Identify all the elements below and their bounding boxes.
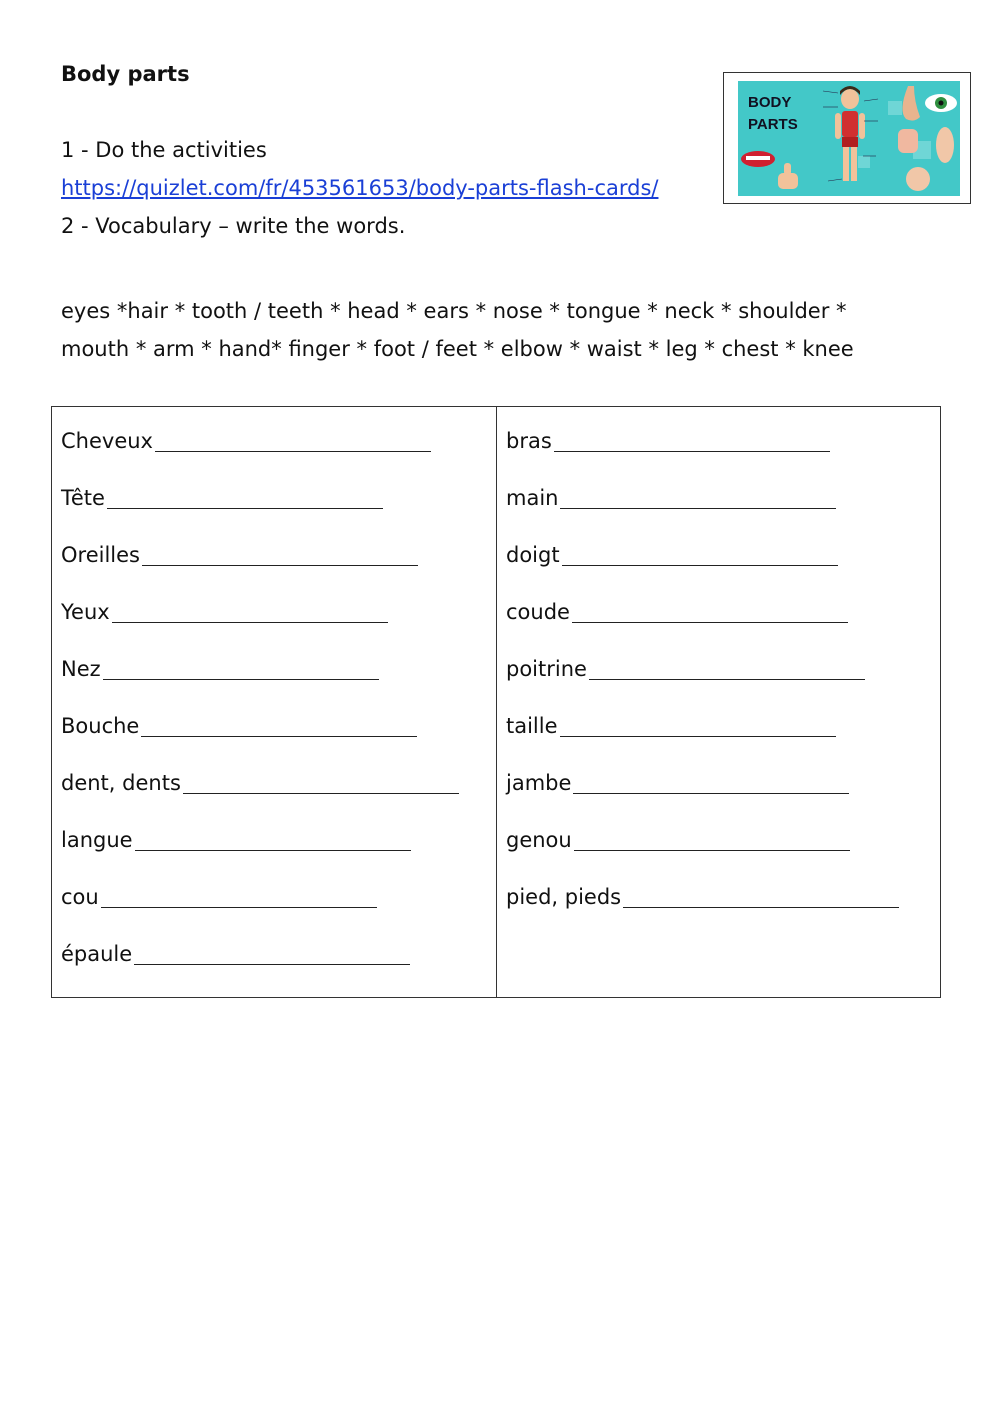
- vocab-entry: [61, 942, 459, 999]
- french-word: Tête: [61, 486, 105, 510]
- french-word: poitrine: [506, 657, 587, 681]
- answer-line[interactable]: [142, 543, 418, 566]
- french-word: taille: [506, 714, 558, 738]
- vocab-entry: [506, 429, 899, 486]
- french-word: coude: [506, 600, 570, 624]
- answer-line[interactable]: [107, 486, 383, 509]
- page-title: Body parts: [61, 62, 190, 86]
- french-word: genou: [506, 828, 572, 852]
- answer-line[interactable]: [554, 429, 830, 452]
- french-word: langue: [61, 828, 133, 852]
- vocab-entry: [506, 600, 899, 657]
- answer-line[interactable]: [101, 885, 377, 908]
- vocab-entry: [61, 600, 459, 657]
- french-words-right: [506, 429, 899, 942]
- french-word: Oreilles: [61, 543, 140, 567]
- vocab-entry: [506, 828, 899, 885]
- french-words-left: [61, 429, 459, 999]
- vocabulary-table: [51, 406, 941, 998]
- french-word: bras: [506, 429, 552, 453]
- column-divider: [496, 407, 497, 997]
- answer-line[interactable]: [135, 828, 411, 851]
- answer-line[interactable]: [574, 828, 850, 851]
- french-word: Nez: [61, 657, 101, 681]
- answer-line[interactable]: [572, 600, 848, 623]
- answer-line[interactable]: [589, 657, 865, 680]
- instruction-step-1: 1 - Do the activities: [61, 138, 267, 162]
- vocab-entry: [61, 828, 459, 885]
- vocab-entry: [61, 771, 459, 828]
- vocab-entry: [61, 657, 459, 714]
- french-word: dent, dents: [61, 771, 181, 795]
- answer-line[interactable]: [623, 885, 899, 908]
- vocab-entry: [61, 885, 459, 942]
- vocab-entry: [506, 885, 899, 942]
- word-bank: [61, 292, 854, 368]
- quizlet-link[interactable]: https://quizlet.com/fr/453561653/body-parts-flash-cards/: [61, 176, 659, 200]
- body-parts-picture: [723, 72, 971, 204]
- answer-line[interactable]: [183, 771, 459, 794]
- vocab-entry: [506, 486, 899, 543]
- french-word: cou: [61, 885, 99, 909]
- answer-line[interactable]: [112, 600, 388, 623]
- answer-line[interactable]: [141, 714, 417, 737]
- answer-line[interactable]: [103, 657, 379, 680]
- vocab-entry: [506, 657, 899, 714]
- word-bank-line: mouth * arm * hand* finger * foot / feet * elbow * waist * leg * chest * knee: [61, 337, 854, 361]
- vocab-entry: [61, 486, 459, 543]
- french-word: doigt: [506, 543, 560, 567]
- vocab-entry: [506, 714, 899, 771]
- vocab-entry: [61, 429, 459, 486]
- french-word: main: [506, 486, 559, 510]
- vocab-entry: [61, 543, 459, 600]
- french-word: Yeux: [61, 600, 110, 624]
- french-word: Cheveux: [61, 429, 153, 453]
- answer-line[interactable]: [134, 942, 410, 965]
- answer-line[interactable]: [155, 429, 431, 452]
- french-word: jambe: [506, 771, 572, 795]
- picture-heading-1: BODY: [748, 94, 792, 111]
- french-word: épaule: [61, 942, 133, 966]
- word-bank-line: eyes *hair * tooth / teeth * head * ears * nose * tongue * neck * shoulder *: [61, 299, 847, 323]
- answer-line[interactable]: [560, 714, 836, 737]
- french-word: pied, pieds: [506, 885, 622, 909]
- french-word: Bouche: [61, 714, 140, 738]
- vocab-entry: [506, 771, 899, 828]
- vocab-entry: [61, 714, 459, 771]
- instruction-step-2: 2 - Vocabulary – write the words.: [61, 214, 406, 238]
- picture-heading-2: PARTS: [748, 116, 798, 133]
- answer-line[interactable]: [573, 771, 849, 794]
- vocab-entry: [506, 543, 899, 600]
- answer-line[interactable]: [560, 486, 836, 509]
- answer-line[interactable]: [562, 543, 838, 566]
- body-parts-illustration: [738, 81, 960, 196]
